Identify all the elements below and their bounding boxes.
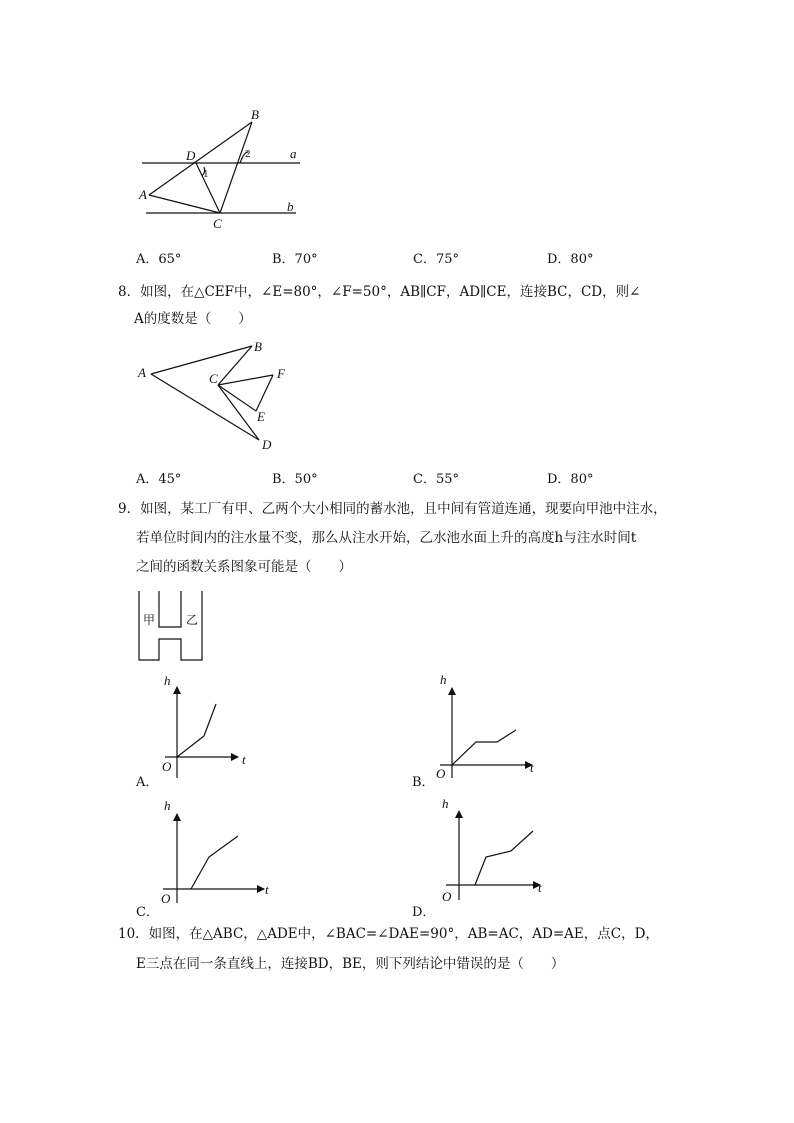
fig7-label-B: B [251,107,259,122]
graph-c-origin: O [161,891,171,906]
graph-d-origin: O [442,889,452,904]
graph-b-h-label: h [440,672,447,687]
fig8-label-F: F [277,366,285,381]
graph-a-origin: O [162,759,172,774]
q7-option-c: C．75° [413,252,459,267]
graph-c-t-label: t [265,882,269,897]
graph-a-h-label: h [164,673,171,688]
q8-option-c: C．55° [413,472,459,487]
q8-option-a: A．45° [136,472,182,487]
fig8-label-A: A [138,365,146,380]
q7-option-a: A．65° [136,252,182,267]
graph-c-curve [191,836,238,889]
q7-option-d: D．80° [547,252,594,267]
q8-option-b: B．50° [272,472,318,487]
graph-c-h-label: h [164,798,171,813]
q9-text-line2: 若单位时间内的注水量不变，那么从注水开始，乙水池水面上升的高度h与注水时间t [136,530,637,546]
fig7-label-a: a [290,146,297,161]
fig7-label-A: A [139,187,147,202]
fig7-label-1: 1 [203,168,209,180]
q10-text-line2: E三点在同一条直线上，连接BD，BE，则下列结论中错误的是（ ） [136,956,565,972]
q8-text-line2: A的度数是（ ） [134,311,252,327]
graph-b-curve [452,730,516,765]
graph-c-caption: C． [136,905,159,920]
tank-label-yi: 乙 [186,613,199,627]
graph-a-caption: A． [136,775,159,790]
graph-b-t-label: t [530,760,534,775]
q7-option-b: B．70° [272,252,318,267]
q9-text-line1: 9．如图，某工厂有甲、乙两个大小相同的蓄水池，且中间有管道连通，现要向甲池中注水， [118,501,667,517]
fig7-label-D: D [186,148,196,163]
q8-option-d: D．80° [547,472,594,487]
fig8-label-B: B [254,339,262,354]
q10-text-line1: 10．如图，在△ABC，△ADE中，∠BAC=∠DAE=90°，AB=AC，AD=AE，点C，D， [118,926,659,942]
graph-a-curve [177,704,216,757]
tank-label-jia: 甲 [143,613,156,627]
fig8-label-E: E [257,409,265,424]
graph-d-curve [475,831,533,885]
graph-b-origin: O [436,766,446,781]
q9-text-line3: 之间的函数关系图象可能是（ ） [136,559,352,575]
fig7-label-C: C [213,216,222,231]
graph-a-t-label: t [242,752,246,767]
fig7-label-2: 2 [245,148,251,160]
fig8-label-D: D [262,437,272,452]
graph-b-caption: B． [412,775,435,790]
graph-d-t-label: t [538,880,542,895]
fig8-label-C: C [209,371,218,386]
fig7-label-b: b [287,199,294,214]
graph-d-caption: D． [412,905,436,920]
graph-d-h-label: h [442,796,449,811]
q8-text-line1: 8．如图，在△CEF中，∠E=80°，∠F=50°，AB∥CF，AD∥CE，连接BC，CD，则∠ [118,284,641,300]
